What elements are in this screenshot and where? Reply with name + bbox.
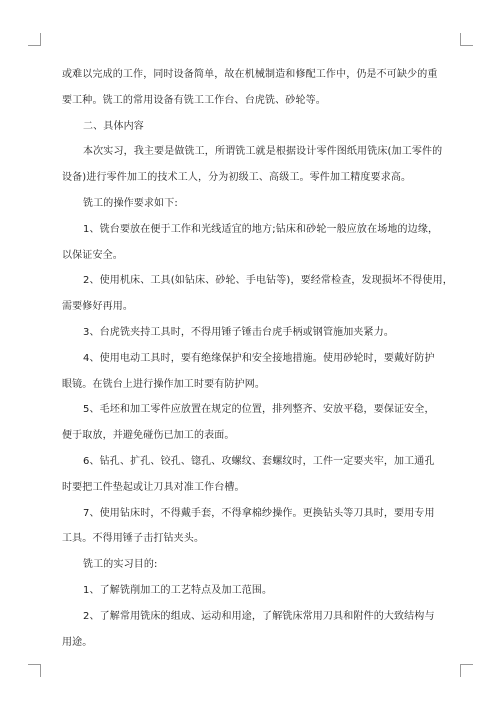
list-item: 4、使用电动工具时，要有绝缘保护和安全接地措施。使用砂轮时，要戴好防护: [83, 352, 435, 364]
section-heading: 二、具体内容: [83, 120, 144, 132]
text-line: 工具。不得用锤子击打钻夹头。: [62, 533, 205, 545]
text-line: 需要修好再用。: [62, 301, 134, 313]
crop-mark-top-right: [460, 33, 473, 46]
text-line: 本次实习，我主要是做铣工，所谓铣工就是根据设计零件图纸用铣床(加工零件的: [83, 146, 443, 158]
text-line: 要工种。铣工的常用设备有铣工工作台、台虎铣、砂轮等。: [62, 94, 326, 106]
list-item: 1、了解铣削加工的工艺特点及加工范围。: [83, 584, 273, 596]
list-item: 3、台虎铣夹持工具时，不得用锤子锤击台虎手柄或钢管施加夹紧力。: [83, 326, 395, 338]
text-line: 或难以完成的工作，同时设备简单，故在机械制造和修配工作中，仍是不可缺少的重: [62, 69, 438, 80]
document-body: [62, 62, 453, 655]
text-line: 眼镜。在铣台上进行操作加工时要有防护网。: [62, 378, 265, 390]
list-item: 2、使用机床、工具(如钻床、砂轮、手电钻等)，要经常检查，发现损坏不得使用，: [83, 275, 453, 287]
text-line: 设备)进行零件加工的技术工人，分为初级工、高级工。零件加工精度要求高。: [62, 172, 412, 184]
text-line: 便于取放，并避免碰伤已加工的表面。: [62, 430, 235, 442]
crop-mark-bottom-right: [460, 664, 473, 677]
text-line: 用途。: [62, 636, 93, 648]
text-line: 时要把工件垫起或让刀具对准工作台槽。: [62, 481, 245, 493]
crop-mark-bottom-left: [28, 664, 41, 677]
crop-mark-top-left: [28, 33, 41, 46]
subheading: 铣工的实习目的:: [83, 559, 158, 571]
subheading: 铣工的操作要求如下:: [83, 197, 178, 209]
list-item: 5、毛坯和加工零件应放置在规定的位置，排列整齐、安放平稳，要保证安全，: [83, 404, 435, 416]
list-item: 2、了解常用铣床的组成、运动和用途，了解铣床常用刀具和附件的大致结构与: [83, 610, 435, 622]
list-item: 7、使用钻床时，不得戴手套，不得拿棉纱操作。更换钻头等刀具时，要用专用: [83, 507, 435, 519]
text-line: 以保证安全。: [62, 249, 123, 261]
list-item: 6、钻孔、扩孔、铰孔、锪孔、攻螺纹、套螺纹时，工件一定要夹牢，加工通孔: [83, 455, 435, 467]
list-item: 1、铣台要放在便于工作和光线适宜的地方;钻床和砂轮一般应放在场地的边缘，: [83, 223, 439, 235]
